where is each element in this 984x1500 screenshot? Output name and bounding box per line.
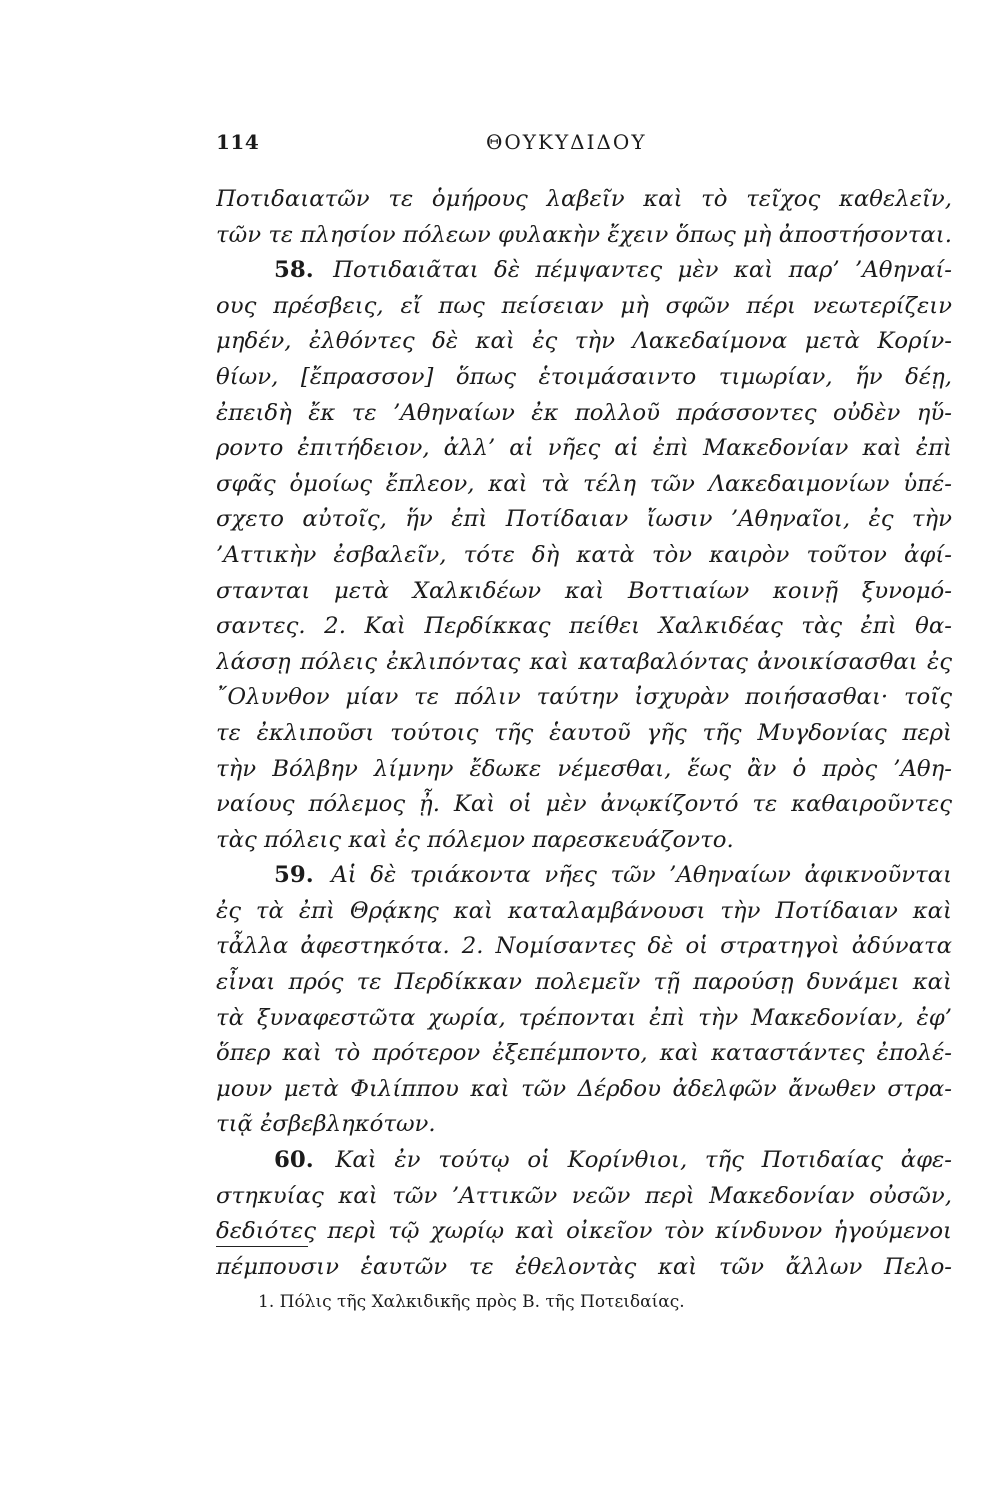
text-line: σχετο αὐτοῖς, ἥν ἐπὶ Ποτίδαιαν ἴωσιν ’Αθηναῖοι, ἐς τὴν	[216, 506, 952, 533]
text-line: σαντες. 2. Καὶ Περδίκκας πείθει Χαλκιδέας τὰς ἐπὶ θα-	[216, 613, 952, 640]
text-line-chapter-58	[216, 253, 952, 289]
page-header	[216, 130, 952, 166]
chapter-number: 58.	[274, 257, 314, 284]
text-line: ὅπερ καὶ τὸ πρότερον ἐξεπέμποντο, καὶ καταστάντες ἐπολέ-	[216, 1040, 952, 1067]
text-line: ἐπειδὴ ἔκ τε ’Αθηναίων ἐκ πολλοῦ πράσσοντες οὐδὲν ηὕ-	[216, 399, 952, 426]
text-line: τὰ ξυναφεστῶτα χωρία, τρέπονται ἐπὶ τὴν Μακεδονίαν, ἐφ’	[216, 1004, 952, 1031]
text-line: τὰς πόλεις καὶ ἐς πόλεμον παρεσκευάζοντο.	[216, 826, 734, 853]
running-title: ΘΟΥΚΥΔΙΔΟΥ	[486, 130, 647, 154]
text-line: μουν μετὰ Φιλίππου καὶ τῶν Δέρδου ἀδελφῶν ἄνωθεν στρα-	[216, 1075, 952, 1102]
page-number: 114	[216, 130, 260, 154]
text-line-chapter-59	[216, 858, 952, 894]
text-line-content: Ποτιδαιᾶται δὲ πέμψαντες μὲν καὶ παρ’ ’Αθηναί-	[333, 257, 952, 284]
text-line: εἶναι πρός τε Περδίκκαν πολεμεῖν τῇ παρούσῃ δυνάμει καὶ	[216, 969, 952, 996]
chapter-number: 59.	[274, 862, 314, 889]
text-line-content: Καὶ ἐν τούτῳ οἱ Κορίνθιοι, τῆς Ποτιδαίας ἀφε-	[335, 1147, 952, 1174]
text-line: ῎Ολυνθον μίαν τε πόλιν ταύτην ἰσχυρὰν ποιήσασθαι· τοῖς	[216, 684, 952, 711]
text-line: σφᾶς ὁμοίως ἔπλεον, καὶ τὰ τέλη τῶν Λακεδαιμονίων ὑπέ-	[216, 470, 952, 497]
text-line: τὴν Βόλβην λίμνην ἔδωκε νέμεσθαι, ἕως ἂν ὁ πρὸς ’Αθη-	[216, 755, 952, 782]
footnote-divider	[216, 1246, 308, 1247]
text-line-content: Αἱ δὲ τριάκοντα νῆες τῶν ’Αθηναίων ἀφικνοῦνται	[331, 862, 952, 889]
footnote: 1. Πόλις τῆς Χαλκιδικῆς πρὸς Β. τῆς Ποτειδαίας.	[258, 1292, 685, 1312]
text-line: ους πρέσβεις, εἴ πως πείσειαν μὴ σφῶν πέρι νεωτερίζειν	[216, 292, 952, 319]
text-line: τῶν τε πλησίον πόλεων φυλακὴν ἔχειν ὅπως μὴ ἀποστήσονται.	[216, 221, 952, 248]
text-line: τε ἐκλιποῦσι τούτοις τῆς ἑαυτοῦ γῆς τῆς Μυγδονίας περὶ	[216, 719, 952, 746]
text-line: στανται μετὰ Χαλκιδέων καὶ Βοττιαίων κοινῇ ξυνομό-	[216, 577, 952, 604]
text-line: λάσσῃ πόλεις ἐκλιπόντας καὶ καταβαλόντας ἀνοικίσασθαι ἐς	[216, 648, 952, 675]
text-line: στηκυίας καὶ τῶν ’Αττικῶν νεῶν περὶ Μακεδονίαν οὐσῶν,	[216, 1182, 952, 1209]
text-line: ροντο ἐπιτήδειον, ἀλλ’ αἱ νῆες αἱ ἐπὶ Μακεδονίαν καὶ ἐπὶ	[216, 435, 952, 462]
text-line: Ποτιδαιατῶν τε ὁμήρους λαβεῖν καὶ τὸ τεῖχος καθελεῖν,	[216, 186, 952, 212]
chapter-number: 60.	[274, 1147, 314, 1174]
text-line: τιᾷ ἐσβεβληκότων.	[216, 1111, 436, 1138]
text-line: μηδέν, ἐλθόντες δὲ καὶ ἐς τὴν Λακεδαίμονα μετὰ Κορίν-	[216, 328, 952, 355]
text-line: θίων, [ἔπρασσον] ὅπως ἑτοιμάσαιντο τιμωρίαν, ἥν δέῃ,	[216, 363, 952, 390]
main-text	[216, 182, 952, 1285]
text-line: δεδιότες περὶ τῷ χωρίῳ καὶ οἰκεῖον τὸν κίνδυνον ἡγούμενοι	[216, 1218, 952, 1245]
text-line-chapter-60	[216, 1143, 952, 1179]
text-line: ’Αττικὴν ἐσβαλεῖν, τότε δὴ κατὰ τὸν καιρὸν τοῦτον ἀφί-	[216, 541, 952, 568]
text-line: ἐς τὰ ἐπὶ Θρᾴκης καὶ καταλαμβάνουσι τὴν Ποτίδαιαν καὶ	[216, 897, 952, 924]
text-line: τἆλλα ἀφεστηκότα. 2. Νομίσαντες δὲ οἱ στρατηγοὶ ἀδύνατα	[216, 933, 952, 960]
text-line: ναίους πόλεμος ᾖ. Καὶ οἱ μὲν ἀνῳκίζοντό τε καθαιροῦντες	[216, 791, 952, 818]
text-line: πέμπουσιν ἑαυτῶν τε ἐθελοντὰς καὶ τῶν ἄλλων Πελο-	[216, 1253, 952, 1280]
